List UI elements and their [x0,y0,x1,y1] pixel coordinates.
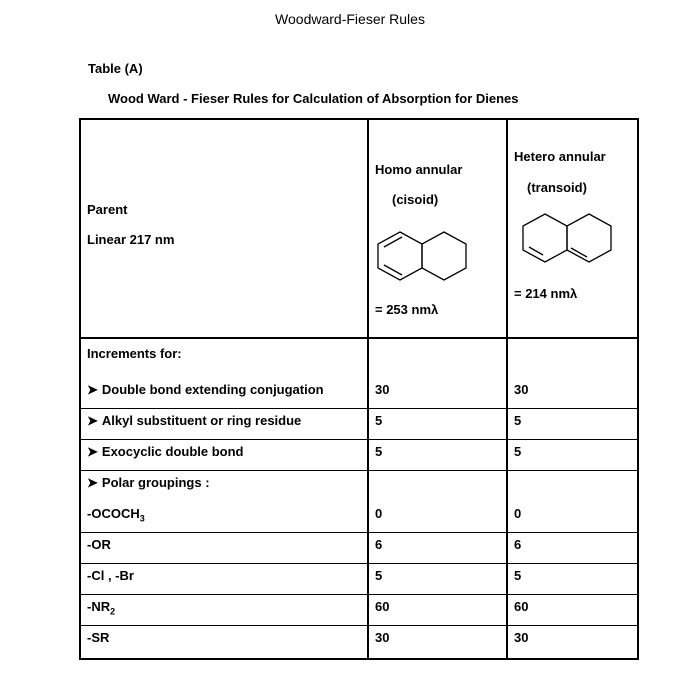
column-divider [367,120,369,658]
polar-hetero-value: 0 [514,506,522,521]
bullet-arrow-icon: ➤ [87,382,98,397]
polar-row-label: $-NR_2$ [87,599,116,617]
heteroannular-diene-structure [521,208,621,268]
polar-hetero-value: 30 [514,630,529,645]
polar-hetero-value: 60 [514,599,529,614]
row-divider [81,594,637,595]
polar-row-label: -SR [87,630,110,645]
bullet-arrow-icon: ➤ [87,413,98,428]
linear-label: Linear 217 nm [87,232,175,247]
hetero-value: = 214 nmλ [514,286,578,301]
increment-row-label: ➤ Double bond extending conjugation [87,382,324,397]
column-divider [506,120,508,658]
increment-hetero-value: 5 [514,413,522,428]
homo-subtitle: (cisoid) [392,192,439,207]
increment-homo-value: 30 [375,382,390,397]
bullet-arrow-icon: ➤ [87,444,98,459]
increment-hetero-value: 30 [514,382,529,397]
table-label: Table (A) [88,61,143,76]
polar-homo-value: 60 [375,599,390,614]
row-divider [81,470,637,471]
row-divider [81,408,637,409]
polar-row-label: -OR [87,537,111,552]
polar-hetero-value: 6 [514,537,522,552]
increment-row-label: ➤ Exocyclic double bond [87,444,244,459]
rules-table [79,118,639,660]
polar-homo-value: 5 [375,568,383,583]
polar-row-label: -Cl , -Br [87,568,134,583]
page-title: Woodward-Fieser Rules [275,11,425,27]
parent-label: Parent [87,202,128,217]
row-divider [81,532,637,533]
polar-hetero-value: 5 [514,568,522,583]
header-divider [81,337,637,339]
polar-row-label: $-OCOCH_3$ [87,506,145,524]
row-divider [81,563,637,564]
table-caption: Wood Ward - Fieser Rules for Calculation of Absorption for Dienes [108,91,519,106]
polar-homo-value: 6 [375,537,383,552]
bullet-arrow-icon: ➤ [87,475,98,490]
homo-title: Homo annular [375,162,463,177]
homo-value: = 253 nmλ [375,302,439,317]
increment-homo-value: 5 [375,444,383,459]
increment-homo-value: 5 [375,413,383,428]
homoannular-diene-structure [376,226,476,286]
increment-row-label: ➤ Alkyl substituent or ring residue [87,413,302,428]
polar-homo-value: 0 [375,506,383,521]
polar-groupings-title: ➤ Polar groupings : [87,475,210,490]
row-divider [81,625,637,626]
increments-title: Increments for: [87,346,182,361]
hetero-subtitle: (transoid) [527,180,587,195]
hetero-title: Hetero annular [514,149,606,164]
increment-hetero-value: 5 [514,444,522,459]
polar-homo-value: 30 [375,630,390,645]
row-divider [81,439,637,440]
